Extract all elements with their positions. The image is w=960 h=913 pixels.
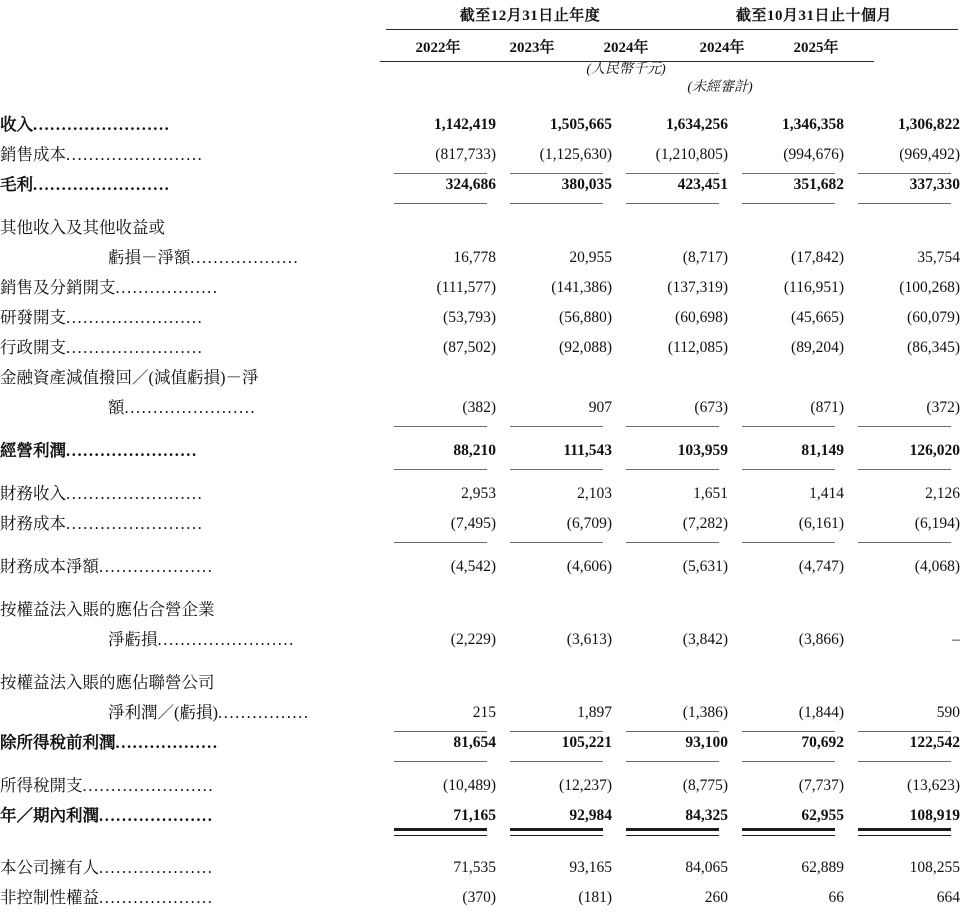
table-row — [0, 655, 960, 698]
cell-value: 1,414 — [809, 485, 844, 502]
dot-leader: ........................ — [66, 145, 204, 164]
row-label — [0, 333, 380, 363]
table-body — [0, 110, 960, 913]
column-group-interim — [670, 4, 958, 30]
row-label — [0, 655, 380, 698]
cell-value: (871) — [728, 393, 844, 423]
cell-value — [612, 363, 728, 393]
cell-value: 351,682 — [728, 170, 844, 200]
table-row — [0, 363, 960, 393]
cell-value — [496, 200, 612, 243]
cell-value: 108,255 — [909, 859, 960, 876]
cell-value: 108,919 — [844, 801, 960, 831]
column-year-2024-annual-label: 2024年 — [603, 40, 649, 56]
cell-value: – — [952, 631, 960, 648]
cell-value: (2,229) — [450, 631, 496, 648]
cell-value: 122,542 — [844, 728, 960, 758]
cell-value: 88,210 — [380, 423, 496, 466]
cell-value — [728, 363, 844, 393]
table-row — [0, 758, 960, 801]
cell-value: (141,386) — [551, 279, 612, 296]
dot-leader: ........................ — [66, 338, 204, 357]
row-label-text: 年／期內利潤 — [0, 806, 99, 825]
cell-value — [380, 655, 496, 698]
cell-value: (6,709) — [496, 509, 612, 539]
cell-value: (4,606) — [566, 558, 612, 575]
dot-leader: ........................ — [33, 175, 171, 194]
cell-value: 2,953 — [461, 485, 496, 502]
row-label — [0, 883, 380, 913]
cell-value — [380, 363, 496, 393]
cell-value: 62,955 — [728, 801, 844, 831]
cell-value: 71,165 — [380, 801, 496, 831]
cell-value: (111,577) — [436, 279, 496, 296]
cell-value: 62,889 — [801, 859, 844, 876]
cell-value: 20,955 — [569, 249, 612, 266]
cell-value: 70,692 — [728, 728, 844, 758]
cell-value: 2,126 — [925, 485, 960, 502]
table-row — [0, 539, 960, 582]
dot-leader: ....................... — [66, 441, 198, 460]
cell-value: (137,319) — [667, 279, 728, 296]
column-year-2022-label: 2022年 — [415, 40, 461, 56]
row-label-text: 經營利潤 — [0, 441, 66, 460]
cell-value: 664 — [936, 889, 960, 906]
cell-value: 380,035 — [496, 170, 612, 200]
cell-value: (370) — [462, 889, 496, 906]
row-label-text: 銷售及分銷開支 — [0, 278, 116, 297]
cell-value: 2,103 — [577, 485, 612, 502]
table-row — [0, 110, 960, 140]
cell-value: (56,880) — [559, 309, 612, 326]
cell-value — [380, 582, 496, 625]
unaudited-note: (未經審計) — [687, 80, 753, 95]
cell-value: (969,492) — [844, 140, 960, 170]
column-group-annual-label: 截至12月31日止年度 — [459, 8, 601, 24]
income-statement-table — [0, 110, 960, 913]
column-group-interim-label: 截至10月31日止十個月 — [735, 8, 892, 24]
cell-value: 126,020 — [844, 423, 960, 466]
cell-value: (100,268) — [899, 279, 960, 296]
table-row — [0, 582, 960, 625]
row-label-text: 財務成本淨額 — [0, 557, 99, 576]
cell-value: (7,282) — [612, 509, 728, 539]
table-row — [0, 466, 960, 509]
cell-value: (10,489) — [443, 777, 496, 794]
dot-leader: .................... — [99, 806, 214, 825]
cell-value — [844, 655, 960, 698]
row-label-text: 財務收入 — [0, 484, 66, 503]
cell-value: (17,842) — [791, 249, 844, 266]
dot-leader: ........................ — [33, 115, 171, 134]
dot-leader: .................. — [115, 733, 219, 752]
column-year-2024-interim-label: 2024年 — [699, 40, 745, 56]
cell-value: (3,842) — [682, 631, 728, 648]
cell-value: 907 — [496, 393, 612, 423]
cell-value: 103,959 — [612, 423, 728, 466]
cell-value: (6,194) — [844, 509, 960, 539]
row-label — [0, 728, 380, 758]
cell-value: 337,330 — [844, 170, 960, 200]
cell-value: 1,505,665 — [550, 116, 612, 133]
table-row — [0, 831, 960, 883]
cell-value: 260 — [704, 889, 728, 906]
dot-leader: ................ — [218, 703, 310, 722]
row-label — [0, 423, 380, 466]
table-row — [0, 625, 960, 655]
row-label — [0, 363, 380, 393]
cell-value: (45,665) — [791, 309, 844, 326]
row-label-text: 淨虧損 — [108, 630, 158, 649]
row-label — [0, 243, 380, 273]
row-label-text: 其他收入及其他收益或 — [0, 218, 165, 237]
cell-value: (53,793) — [443, 309, 496, 326]
table-row — [0, 698, 960, 728]
table-row — [0, 200, 960, 243]
table-row — [0, 801, 960, 831]
cell-value: (4,068) — [914, 558, 960, 575]
cell-value — [844, 200, 960, 243]
cell-value: 84,325 — [612, 801, 728, 831]
row-label — [0, 625, 380, 655]
row-label — [0, 801, 380, 831]
row-label-text: 收入 — [0, 115, 33, 134]
row-label-text: 金融資產減值撥回／(減值虧損)－淨 — [0, 368, 259, 387]
cell-value: (87,502) — [443, 339, 496, 356]
cell-value: 590 — [844, 698, 960, 728]
cell-value — [844, 582, 960, 625]
row-label-text: 本公司擁有人 — [0, 858, 99, 877]
row-label-text: 銷售成本 — [0, 145, 66, 164]
dot-leader: ........................ — [66, 514, 204, 533]
row-label-text: 按權益法入賬的應佔合營企業 — [0, 600, 215, 619]
cell-value: 93,100 — [612, 728, 728, 758]
cell-value — [728, 582, 844, 625]
cell-value — [612, 200, 728, 243]
table-row — [0, 883, 960, 913]
cell-value: (12,237) — [559, 777, 612, 794]
cell-value: (5,631) — [682, 558, 728, 575]
cell-value: (112,085) — [667, 339, 728, 356]
cell-value — [612, 655, 728, 698]
table-row — [0, 170, 960, 200]
dot-leader: ....................... — [82, 776, 215, 795]
cell-value: (817,733) — [380, 140, 496, 170]
row-label — [0, 393, 380, 423]
cell-value — [728, 655, 844, 698]
cell-value: 423,451 — [612, 170, 728, 200]
row-label — [0, 831, 380, 883]
row-label-text: 非控制性權益 — [0, 888, 99, 907]
cell-value: (994,676) — [728, 140, 844, 170]
row-label-text: 行政開支 — [0, 338, 66, 357]
row-label — [0, 698, 380, 728]
column-group-annual — [386, 4, 674, 30]
cell-value: (1,844) — [728, 698, 844, 728]
cell-value — [496, 655, 612, 698]
cell-value: (4,542) — [450, 558, 496, 575]
cell-value: 1,897 — [496, 698, 612, 728]
cell-value: (60,079) — [907, 309, 960, 326]
cell-value: (372) — [844, 393, 960, 423]
column-year-2025-interim — [758, 36, 874, 62]
cell-value: (1,386) — [612, 698, 728, 728]
cell-value — [496, 363, 612, 393]
row-label — [0, 110, 380, 140]
row-label — [0, 509, 380, 539]
row-label-text: 淨利潤／(虧損) — [108, 703, 218, 722]
cell-value: 16,778 — [453, 249, 496, 266]
cell-value — [612, 582, 728, 625]
column-year-2025-interim-label: 2025年 — [793, 40, 839, 56]
cell-value — [844, 363, 960, 393]
row-label — [0, 539, 380, 582]
table-row — [0, 243, 960, 273]
dot-leader: ........................ — [66, 308, 204, 327]
dot-leader: ........................ — [157, 630, 295, 649]
cell-value: 81,654 — [380, 728, 496, 758]
table-row — [0, 423, 960, 466]
cell-value: 71,535 — [453, 859, 496, 876]
table-row — [0, 509, 960, 539]
cell-value: (673) — [612, 393, 728, 423]
row-label — [0, 140, 380, 170]
row-label — [0, 303, 380, 333]
cell-value: 1,346,358 — [782, 116, 844, 133]
cell-value: (8,775) — [682, 777, 728, 794]
row-label-text: 額 — [108, 398, 125, 417]
cell-value: (13,623) — [907, 777, 960, 794]
cell-value: 324,686 — [380, 170, 496, 200]
dot-leader: .................. — [115, 278, 219, 297]
cell-value: (86,345) — [907, 339, 960, 356]
table-row — [0, 303, 960, 333]
year-rule-2025-interim — [758, 61, 874, 62]
column-year-2023-label: 2023年 — [509, 40, 555, 56]
dot-leader: ....................... — [124, 398, 257, 417]
cell-value: 81,149 — [728, 423, 844, 466]
cell-value: 1,306,822 — [898, 116, 960, 133]
cell-value: (7,737) — [798, 777, 844, 794]
cell-value: (116,951) — [783, 279, 844, 296]
cell-value: (92,088) — [559, 339, 612, 356]
cell-value: 1,634,256 — [666, 116, 728, 133]
dot-leader: .................... — [99, 858, 214, 877]
row-label-text: 所得稅開支 — [0, 776, 83, 795]
row-label — [0, 170, 380, 200]
row-label-text: 按權益法入賬的應佔聯營公司 — [0, 673, 215, 692]
cell-value: (89,204) — [791, 339, 844, 356]
cell-value: (6,161) — [728, 509, 844, 539]
row-label — [0, 273, 380, 303]
cell-value: (4,747) — [798, 558, 844, 575]
cell-value: (60,698) — [675, 309, 728, 326]
cell-value — [496, 582, 612, 625]
row-label-text: 研發開支 — [0, 308, 66, 327]
cell-value: 215 — [380, 698, 496, 728]
row-label-text: 除所得稅前利潤 — [0, 733, 116, 752]
dot-leader: .................... — [99, 557, 214, 576]
cell-value: 92,984 — [496, 801, 612, 831]
currency-unit-note: (人民幣千元) — [586, 62, 666, 77]
dot-leader: ................... — [190, 248, 300, 267]
cell-value: (181) — [578, 889, 612, 906]
dot-leader: ........................ — [66, 484, 204, 503]
cell-value — [728, 200, 844, 243]
row-label — [0, 582, 380, 625]
cell-value — [380, 200, 496, 243]
cell-value: (7,495) — [380, 509, 496, 539]
cell-value: 111,543 — [496, 423, 612, 466]
cell-value: 66 — [828, 889, 844, 906]
cell-value: (382) — [380, 393, 496, 423]
table-row — [0, 333, 960, 363]
row-label — [0, 200, 380, 243]
table-row — [0, 728, 960, 758]
cell-value: 93,165 — [569, 859, 612, 876]
table-row — [0, 140, 960, 170]
row-label — [0, 466, 380, 509]
cell-value: 35,754 — [917, 249, 960, 266]
cell-value: 1,651 — [693, 485, 728, 502]
row-label-text: 毛利 — [0, 175, 33, 194]
row-label-text: 財務成本 — [0, 514, 66, 533]
cell-value: 105,221 — [496, 728, 612, 758]
row-label — [0, 758, 380, 801]
cell-value: (1,210,805) — [612, 140, 728, 170]
cell-value: (3,866) — [798, 631, 844, 648]
table-row — [0, 273, 960, 303]
table-row — [0, 393, 960, 423]
cell-value: (3,613) — [566, 631, 612, 648]
cell-value: (1,125,630) — [496, 140, 612, 170]
cell-value: 1,142,419 — [434, 116, 496, 133]
group-rule-annual — [386, 29, 674, 30]
cell-value: (8,717) — [682, 249, 728, 266]
cell-value: 84,065 — [685, 859, 728, 876]
row-label-text: 虧損－淨額 — [108, 248, 191, 267]
dot-leader: .................... — [99, 888, 214, 907]
group-rule-interim — [670, 29, 958, 30]
